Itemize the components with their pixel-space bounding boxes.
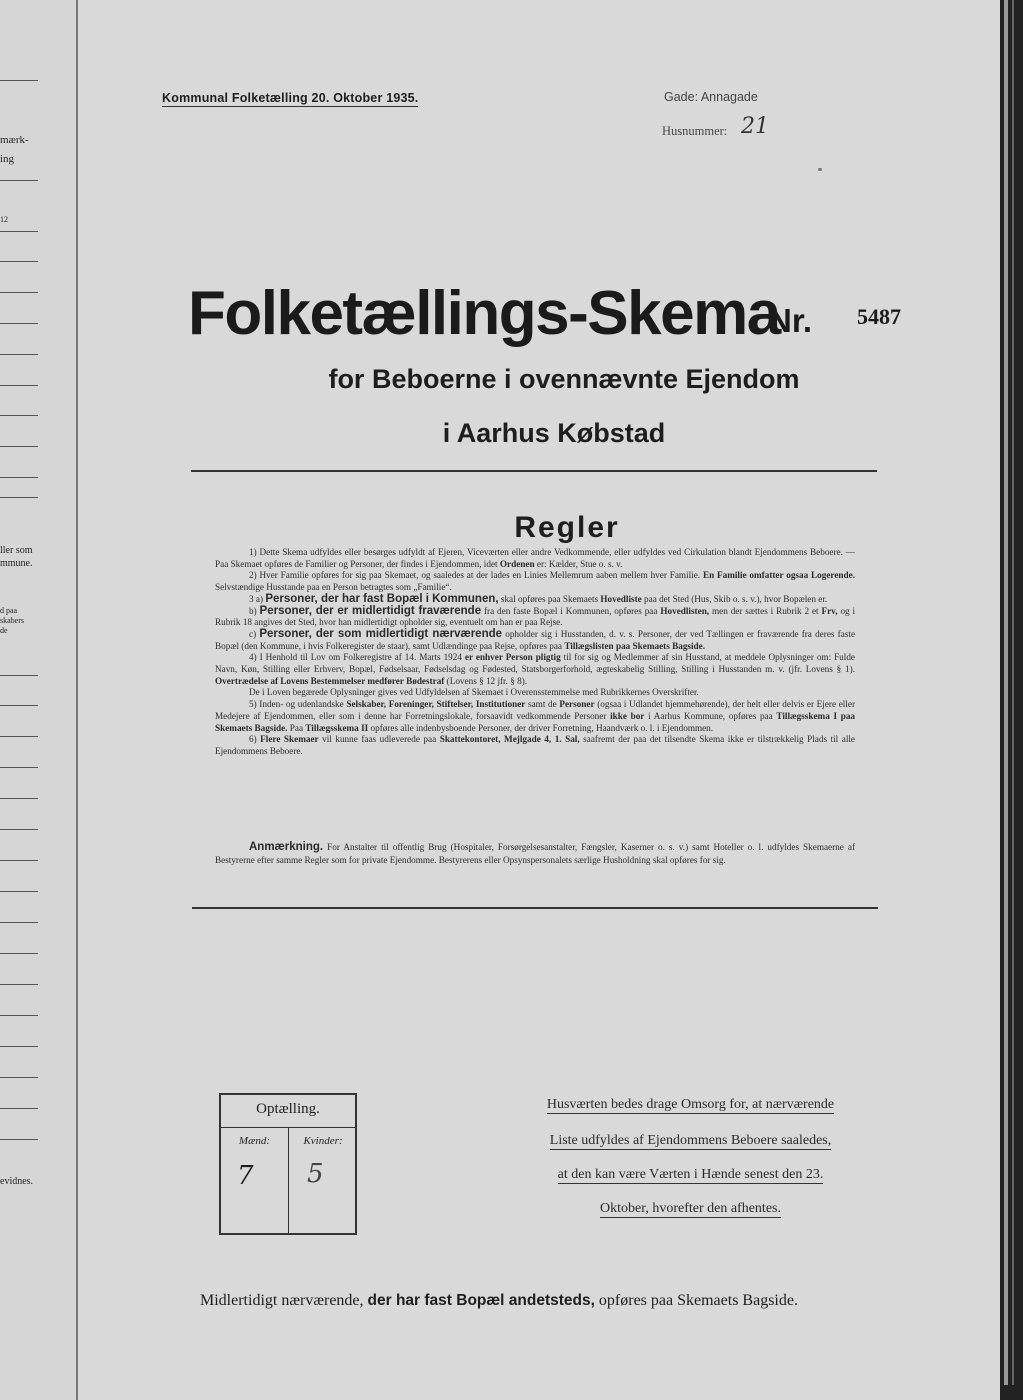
rule-5: 5) Inden- og udenlandske Selskaber, Foreninger, Stiftelser, Institutioner samt de Personer (ogsaa i Udlandet hjemmehørende), der helt eller delvis er Ejere eller Medejere af Ejendommen, eller som i denne har Forretningslokale, forsaavidt vedkommende Personer ikke bor i Aarhus Kommune, opføres paa Tillægsskema I paa Skemaets Bagside. Paa Tillægsskema II opføres alle indenbysboende Personer, der driver Forretning, Haandværk o. l. i Ejendommen. bbox=[215, 699, 856, 733]
remark-text: For Anstalter til offentlig Brug (Hospitaler, Forsørgelsesanstalter, Fængsler, Kaserner o. s. v.) samt Hoteller o. l. udfyldes Skemaerne af Bestyrerne efter samme Regler som for private Ejendomme. Bestyrerens eller Opsynspersonalets særlige Husholdning skal opføres for sig. bbox=[215, 842, 856, 865]
ruled-line bbox=[0, 477, 38, 478]
left-fragment-text: ing bbox=[0, 153, 15, 165]
census-header: Kommunal Folketælling 20. Oktober 1935. bbox=[162, 91, 419, 105]
ruled-line bbox=[0, 385, 38, 386]
divider bbox=[191, 470, 877, 472]
ruled-line bbox=[0, 675, 38, 676]
page-edge bbox=[1000, 0, 1023, 1400]
page-edge-strip bbox=[1004, 0, 1008, 1385]
ruled-line bbox=[0, 922, 38, 923]
footer-instruction: Midlertidigt nærværende, der har fast Bopæl andetsteds, opføres paa Skemaets Bagside. bbox=[200, 1292, 798, 1309]
street-label: Gade: Annagade bbox=[664, 90, 758, 104]
ruled-line bbox=[0, 497, 38, 498]
left-fragment-text: mærk- bbox=[0, 134, 29, 146]
rule-3a: 3 a) Personer, der har fast Bopæl i Kommunen, skal opføres paa Skemaets Hovedliste paa det Sted (Hus, Skib o. s. v.), hvor Bopælen er. bbox=[249, 592, 828, 605]
left-fragment-text: evidnes. bbox=[0, 1176, 34, 1187]
tally-box bbox=[219, 1093, 357, 1235]
ruled-line bbox=[0, 1015, 38, 1016]
form-subtitle: for Beboerne i ovennævnte Ejendom bbox=[328, 364, 800, 394]
form-number-value: 5487 bbox=[857, 304, 901, 329]
ruled-line bbox=[0, 891, 38, 892]
left-fragment-text: de bbox=[0, 626, 8, 635]
ruled-line bbox=[0, 705, 38, 706]
form-number-label: Nr. bbox=[768, 302, 813, 339]
house-number-handwritten: 21 bbox=[741, 114, 769, 139]
ruled-line bbox=[0, 860, 38, 861]
landlord-notice-line: Oktober, hvorefter den afhentes. bbox=[600, 1201, 781, 1216]
women-count-handwritten: 5 bbox=[307, 1159, 324, 1189]
rule-4: 4) I Henhold til Lov om Folkeregistre af 14. Marts 1924 er enhver Person pligtig til for sig og Medlemmer af sin Husstand, at meddele Oplysninger om: Fulde Navn, Køn, Stilling eller Erhverv, Bopæl, Fødselsaar, Fødselsdag og Fødested, Statsborgerforhold, ægteskabelig Stilling, Stilling i Husstanden m. v. (jfr. Lovens § 1). Overtrædelse af Lovens Bestemmelser medfører Bødestraf (Lovens § 12 jfr. § 8). bbox=[215, 652, 856, 686]
house-number-label: Husnummer: bbox=[662, 124, 728, 138]
divider bbox=[192, 907, 878, 909]
ruled-line bbox=[0, 446, 38, 447]
ruled-line bbox=[0, 1108, 38, 1109]
form-subtitle-city: i Aarhus Købstad bbox=[442, 418, 666, 448]
left-fragment-text: skabers bbox=[0, 616, 24, 625]
ruled-line bbox=[0, 767, 38, 768]
women-label: Kvinder: bbox=[303, 1135, 343, 1147]
ruled-line bbox=[0, 292, 38, 293]
remark-heading: Anmærkning. bbox=[249, 841, 324, 853]
ruled-line bbox=[0, 231, 38, 232]
ruled-line bbox=[0, 1077, 38, 1078]
landlord-notice-line: Husværten bedes drage Omsorg for, at nærværende bbox=[546, 1097, 835, 1112]
ruled-line bbox=[0, 953, 38, 954]
ruled-line bbox=[0, 354, 38, 355]
page-edge-strip bbox=[1012, 0, 1014, 1385]
rule-1: 1) Dette Skema udfyldes eller besørges udfyldt af Ejeren, Viceværten eller andre Vedkommende, eller udfyldes ved Cirkulation blandt Ejendommens Beboere. — Paa Skemaet opføres de Familier og Personer, der findes i Ejendommen, idet Ordenen er: Kælder, Stue o. s. v. bbox=[215, 547, 855, 569]
landlord-notice-line: at den kan være Værten i Hænde senest den 23. bbox=[557, 1167, 824, 1182]
left-fragment-text: mmune. bbox=[0, 558, 33, 569]
ruled-line bbox=[0, 1139, 38, 1140]
men-count-handwritten: 7 bbox=[237, 1161, 254, 1191]
ruled-line bbox=[0, 798, 38, 799]
ink-mark bbox=[818, 168, 822, 171]
rule-6: 6) Flere Skemaer vil kunne faas udleverede paa Skattekontoret, Mejlgade 4, 1. Sal, saafremt der paa det tilsendte Skema ikke er tilstrækkelig Plads til alle Ejendommens Beboere. bbox=[215, 734, 856, 756]
remark-paragraph bbox=[215, 841, 855, 867]
ruled-line bbox=[0, 180, 38, 181]
rules-heading: Regler bbox=[514, 511, 620, 544]
ruled-line bbox=[0, 1046, 38, 1047]
left-fragment-text: d paa bbox=[0, 606, 18, 615]
left-fragment-text: ller som bbox=[0, 545, 33, 556]
rule-3b: b) Personer, der er midlertidigt fraværende fra den faste Bopæl i Kommunen, opføres paa Hovedlisten, men der sættes i Rubrik 2 et Frv, og i Rubrik 18 angives det Sted, hvor han midlertidigt opholder sig, eventuelt om han er paa Rejse. bbox=[215, 604, 856, 628]
men-label: Mænd: bbox=[238, 1135, 271, 1147]
rule-3c: c) Personer, der som midlertidigt nærværende opholder sig i Husstanden, d. v. s. Personer, der ved Tællingen er fraværende fra deres faste Bopæl (den Kommune, i hvis Folkeregister de staar), samt Udlændinge paa Rejse, opføres paa Tillægslisten paa Skemaets Bagside. bbox=[215, 627, 856, 651]
left-page-fragment bbox=[0, 0, 78, 1400]
ruled-line bbox=[0, 80, 38, 81]
ruled-line bbox=[0, 984, 38, 985]
left-fragment-text: 12 bbox=[0, 215, 8, 224]
form-title: Folketællings-Skema bbox=[188, 279, 780, 348]
ruled-line bbox=[0, 829, 38, 830]
rule-2: 2) Hver Familie opføres for sig paa Skemaet, og saaledes at der lades en Linies Mellemrum aaben mellem hver Familie. En Familie omfatter ogsaa Logerende. Selvstændige Husstande paa en Person betragtes som „Familie“. bbox=[215, 570, 855, 593]
ruled-line bbox=[0, 323, 38, 324]
rules-body bbox=[215, 547, 855, 758]
tally-title: Optælling. bbox=[256, 1101, 320, 1117]
ruled-line bbox=[0, 261, 38, 262]
rule-4b: De i Loven begærede Oplysninger gives ved Udfyldelsen af Skemaet i Overensstemmelse med Rubrikkernes Overskrifter. bbox=[249, 687, 699, 698]
ruled-line bbox=[0, 736, 38, 737]
landlord-notice-line: Liste udfyldes af Ejendommens Beboere saaledes, bbox=[549, 1133, 832, 1148]
census-form-page bbox=[78, 0, 1000, 1400]
ruled-line bbox=[0, 415, 38, 416]
